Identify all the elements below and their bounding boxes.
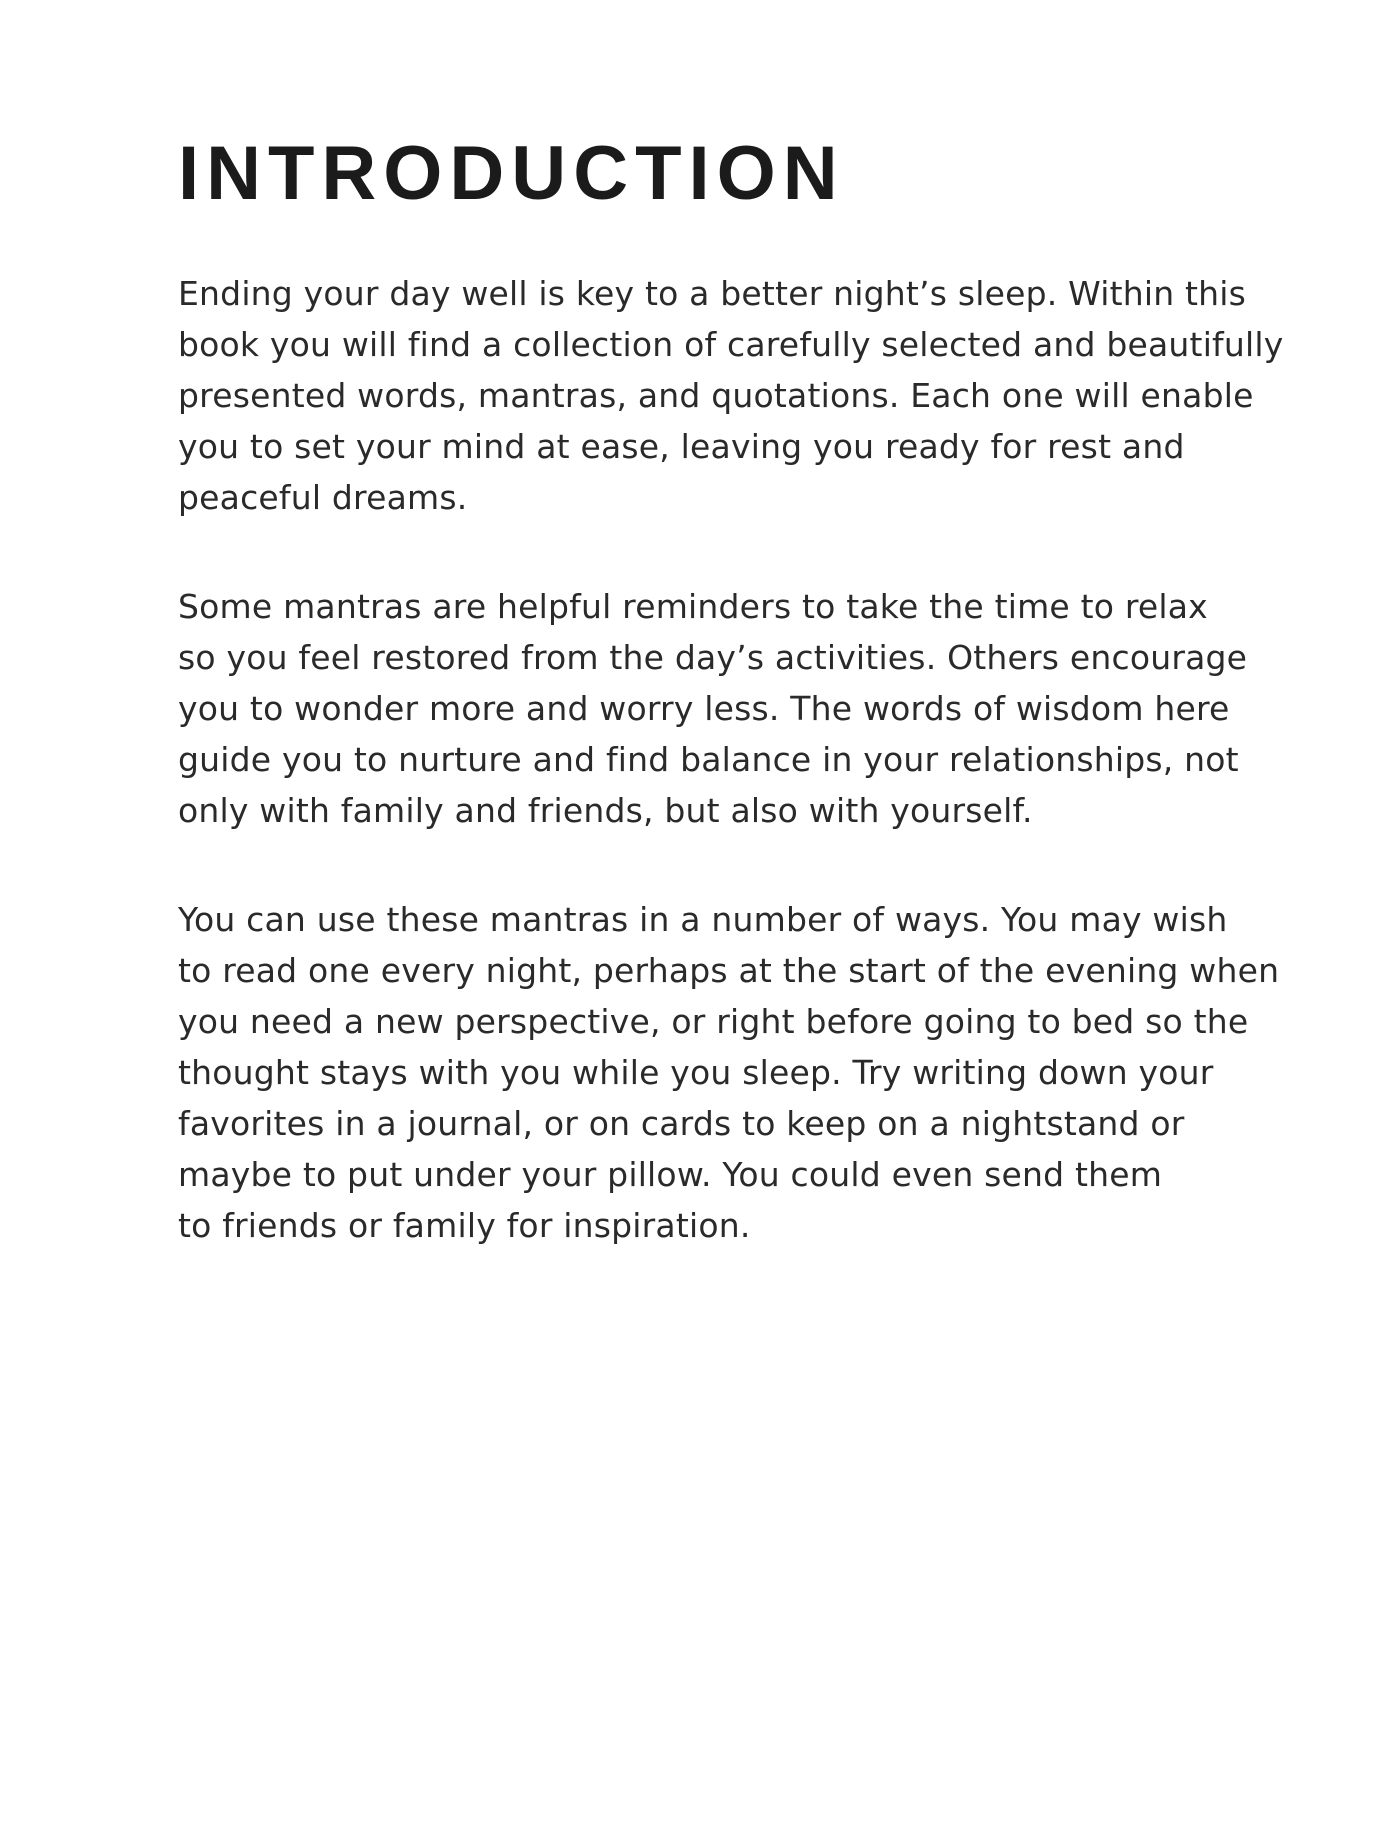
- text-line: guide you to nurture and find balance in your relationships, not: [178, 740, 1239, 779]
- text-line: book you will find a collection of carefully selected and beautifully: [178, 325, 1284, 364]
- text-line: so you feel restored from the day’s activities. Others encourage: [178, 638, 1248, 677]
- text-line: maybe to put under your pillow. You could even send them: [178, 1155, 1163, 1194]
- text-line: favorites in a journal, or on cards to keep on a nightstand or: [178, 1104, 1185, 1143]
- text-line: to friends or family for inspiration.: [178, 1206, 751, 1245]
- text-line: only with family and friends, but also with yourself.: [178, 791, 1033, 830]
- paragraph-3: [178, 894, 1280, 1251]
- text-line: to read one every night, perhaps at the start of the evening when: [178, 951, 1280, 990]
- page-title: INTRODUCTION: [178, 131, 845, 216]
- text-line: presented words, mantras, and quotations. Each one will enable: [178, 376, 1254, 415]
- text-line: You can use these mantras in a number of ways. You may wish: [178, 900, 1228, 939]
- text-line: you to set your mind at ease, leaving you ready for rest and: [178, 427, 1185, 466]
- text-line: thought stays with you while you sleep. Try writing down your: [178, 1053, 1214, 1092]
- paragraph-1: [178, 268, 1284, 523]
- text-line: peaceful dreams.: [178, 478, 468, 517]
- body-text: [178, 268, 1284, 1309]
- text-line: Ending your day well is key to a better night’s sleep. Within this: [178, 274, 1247, 313]
- text-line: you to wonder more and worry less. The words of wisdom here: [178, 689, 1230, 728]
- text-line: Some mantras are helpful reminders to take the time to relax: [178, 587, 1208, 626]
- paragraph-2: [178, 581, 1258, 836]
- text-line: you need a new perspective, or right before going to bed so the: [178, 1002, 1249, 1041]
